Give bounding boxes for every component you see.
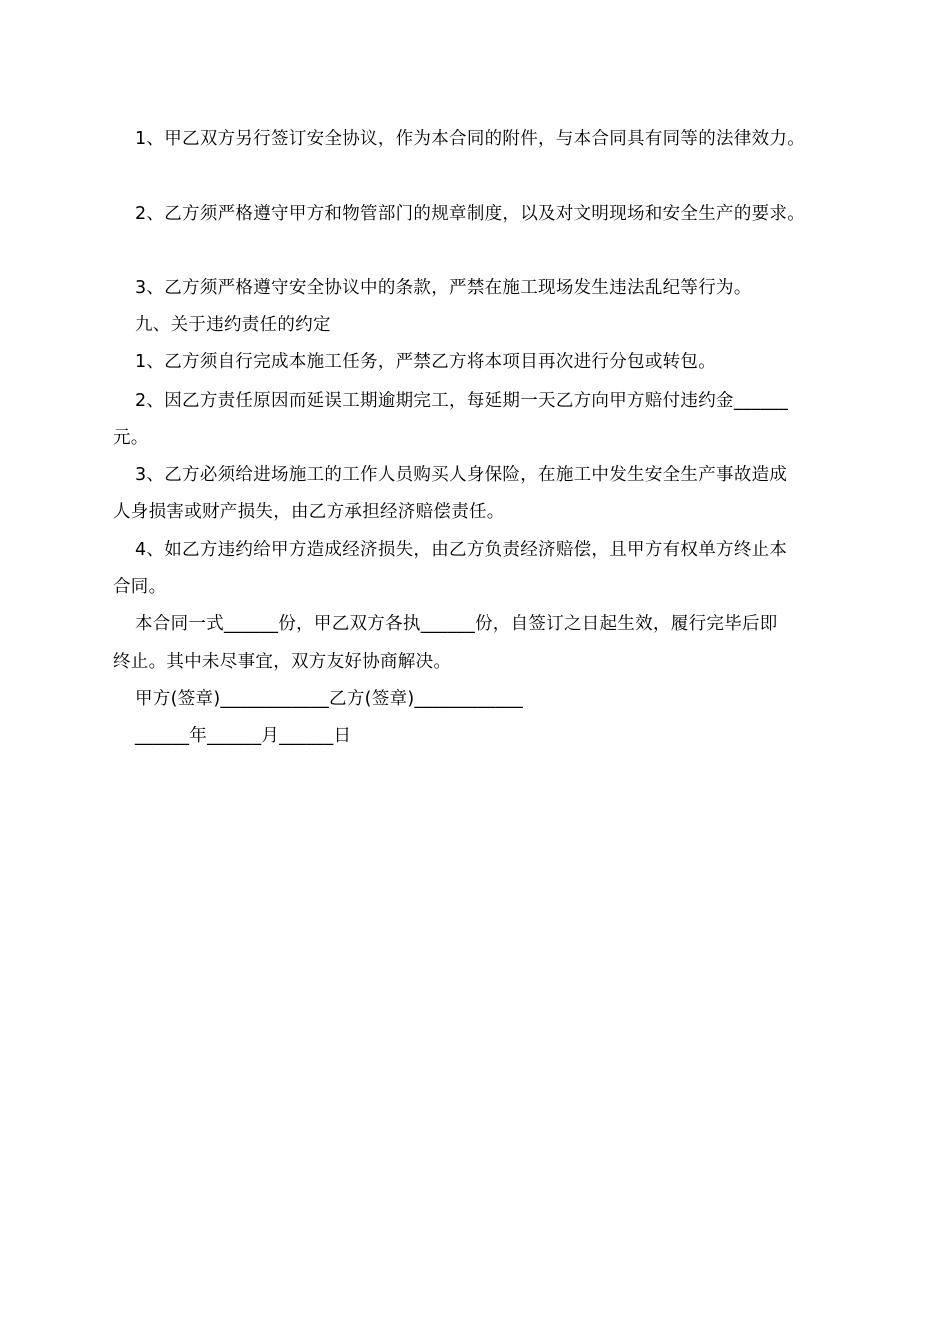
section-9-item-4-line-2: 合同。 xyxy=(113,577,167,597)
section-9-item-3-line-1: 3、乙方必须给进场施工的工作人员购买人身保险，在施工中发生安全生产事故造成 xyxy=(135,465,788,485)
safety-item-2: 2、乙方须严格遵守甲方和物管部门的规章制度，以及对文明现场和安全生产的要求。 xyxy=(135,204,806,224)
section-9-item-2-line-1: 2、因乙方责任原因而延误工期逾期完工，每延期一天乙方向甲方赔付违约金______ xyxy=(135,391,789,411)
section-9-item-2-line-2: 元。 xyxy=(113,428,149,448)
section-9-heading: 九、关于违约责任的约定 xyxy=(135,315,331,335)
safety-item-3: 3、乙方须严格遵守安全协议中的条款，严禁在施工现场发生违法乱纪等行为。 xyxy=(135,278,752,298)
section-9-item-1: 1、乙方须自行完成本施工任务，严禁乙方将本项目再次进行分包或转包。 xyxy=(135,352,717,372)
closing-line-1: 本合同一式______份，甲乙双方各执______份，自签订之日起生效，履行完毕后即 xyxy=(135,614,778,634)
closing-line-2: 终止。其中未尽事宜，双方友好协商解决。 xyxy=(113,652,452,672)
section-9-item-3-line-2: 人身损害或财产损失，由乙方承担经济赔偿责任。 xyxy=(113,502,505,522)
section-9-item-4-line-1: 4、如乙方违约给甲方造成经济损失，由乙方负责经济赔偿，且甲方有权单方终止本 xyxy=(135,540,788,560)
safety-item-1: 1、甲乙双方另行签订安全协议，作为本合同的附件，与本合同具有同等的法律效力。 xyxy=(135,129,806,149)
signature-line: 甲方(签章)____________乙方(签章)____________ xyxy=(135,689,524,709)
signature-date: ______年______月______日 xyxy=(135,726,352,746)
